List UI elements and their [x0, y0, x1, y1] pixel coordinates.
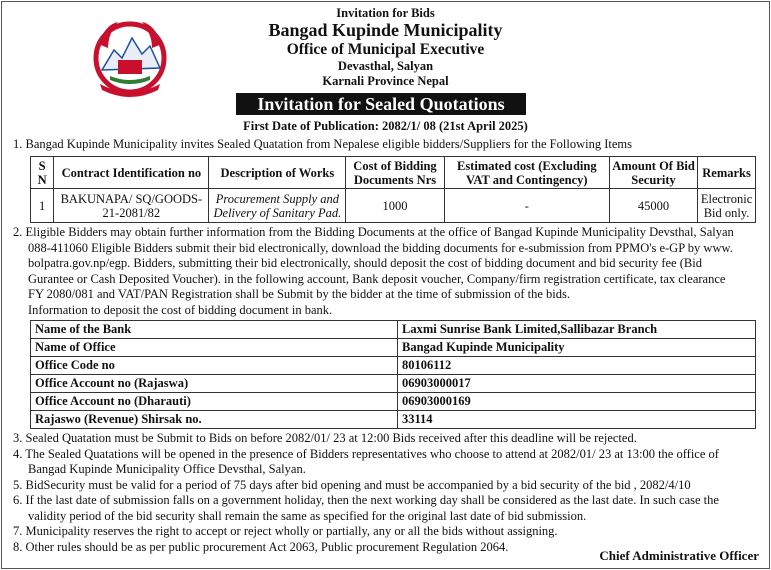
cell-description: Procurement Supply and Delivery of Sanitary Pad. — [209, 189, 346, 223]
office-name: Office of Municipal Executive — [286, 41, 485, 58]
col-bid-security: Amount Of Bid Security — [609, 157, 697, 189]
table-row — [31, 393, 756, 411]
col-remarks: Remarks — [698, 157, 756, 189]
items-table — [30, 156, 756, 223]
bank-label: Office Account no (Rajaswa) — [31, 375, 398, 393]
banner-title: Invitation for Sealed Quotations — [236, 93, 526, 115]
cell-remarks: Electronic Bid only. — [698, 189, 756, 223]
publication-date: First Date of Publication: 2082/1/ 08 (21st April 2025) — [243, 119, 528, 133]
clause-6-cont: validity period of the bid security shall remain the same as specified for the original last date of bid submission. — [28, 508, 587, 523]
col-doc-cost: Cost of Bidding Documents Nrs — [346, 157, 444, 189]
clause-8: 8. Other rules should be as per public procurement Act 2063, Public procurement Regulation 2064. — [13, 539, 509, 554]
bank-value: 33114 — [398, 411, 756, 429]
bank-label: Name of the Bank — [31, 321, 398, 339]
table-row — [31, 339, 756, 357]
address-line-2: Karnali Province Nepal — [322, 74, 449, 88]
table-row — [31, 411, 756, 429]
clause-4-cont: Bangad Kupinde Municipality Office Devsthal, Salyan. — [28, 462, 306, 476]
table-row — [31, 321, 756, 339]
bank-value: Laxmi Sunrise Bank Limited,Sallibazar Branch — [398, 321, 756, 339]
cell-contract-id: BAKUNAPA/ SQ/GOODS-21-2081/82 — [54, 189, 209, 223]
clause-2-line: 2. Eligible Bidders may obtain further information from the Bidding Documents at the office of Bangad Kupinde Municipality Devsthal, Salyan — [13, 225, 734, 239]
table-row — [31, 375, 756, 393]
clause-7: 7. Municipality reserves the right to accept or reject wholly or partially, any or all the bids without assigning. — [13, 524, 558, 538]
address-line-1: Devasthal, Salyan — [337, 59, 434, 73]
bank-label: Office Code no — [31, 357, 398, 375]
signature: Chief Administrative Officer — [599, 548, 759, 563]
bank-label: Office Account no (Dharauti) — [31, 393, 398, 411]
cell-bid-security: 45000 — [609, 189, 697, 223]
col-sn: S N — [31, 157, 54, 189]
bank-table — [30, 320, 756, 429]
clause-1-intro: 1. Bangad Kupinde Municipality invites Sealed Quatation from Nepalese eligible bidders/Suppliers for the Following Items — [13, 137, 632, 151]
bank-value: Bangad Kupinde Municipality — [398, 339, 756, 357]
bank-label: Rajaswo (Revenue) Shirsak no. — [31, 411, 398, 429]
col-estimated-cost: Estimated cost (Excluding VAT and Contingency) — [444, 157, 609, 189]
clause-2-line: Gurantee or Cash Deposited Voucher). in the following account, Bank deposit voucher, Company/firm registration certificate, tax clearance — [28, 271, 726, 286]
clause-2-line: FY 2080/081 and VAT/PAN Registration shall be Submit by the bidder at the time of submission of the bids. — [28, 287, 570, 301]
clause-2-line: bolpatra.gov.np/egp. Bidders, submitting their bid electronically, should deposit the cost of bidding document and bid security fee (Bid — [28, 256, 702, 270]
clause-4: 4. The Sealed Quatations will be opened in the presence of Bidders representatives who choose to attend at 2082/01/ 23 at 13:00 the office of — [13, 446, 719, 461]
bank-value: 80106112 — [398, 357, 756, 375]
nepal-emblem-icon — [88, 14, 172, 98]
bank-value: 06903000017 — [398, 375, 756, 393]
clause-5: 5. BidSecurity must be valid for a period of 75 days after bid opening and must be accompanied by a bid security of the bid , 2082/4/10 — [13, 477, 691, 492]
table-row — [31, 357, 756, 375]
items-table-header — [31, 157, 756, 189]
clause-3: 3. Sealed Quatation must be Submit to Bids on before 2082/01/ 23 at 12:00 Bids received after this deadline will be rejected. — [13, 431, 637, 445]
top-label: Invitation for Bids — [336, 6, 435, 20]
clause-2-line: Information to deposit the cost of bidding document in bank. — [28, 302, 333, 317]
clause-2-line: 088-411060 Eligible Bidders submit their bid electronically, download the bidding documents for e-submission from PPMO's e-GP by www. — [28, 240, 733, 255]
cell-estimated-cost: - — [444, 189, 609, 223]
table-row — [31, 189, 756, 223]
col-contract-id: Contract Identification no — [54, 157, 209, 189]
col-description: Description of Works — [209, 157, 346, 189]
bank-label: Name of Office — [31, 339, 398, 357]
cell-doc-cost: 1000 — [346, 189, 444, 223]
clause-6: 6. If the last date of submission falls on a government holiday, then the next working day shall be considered as the last date. In such case the — [13, 493, 719, 507]
cell-sn: 1 — [31, 189, 54, 223]
org-name: Bangad Kupinde Municipality — [268, 20, 503, 40]
bank-value: 06903000169 — [398, 393, 756, 411]
